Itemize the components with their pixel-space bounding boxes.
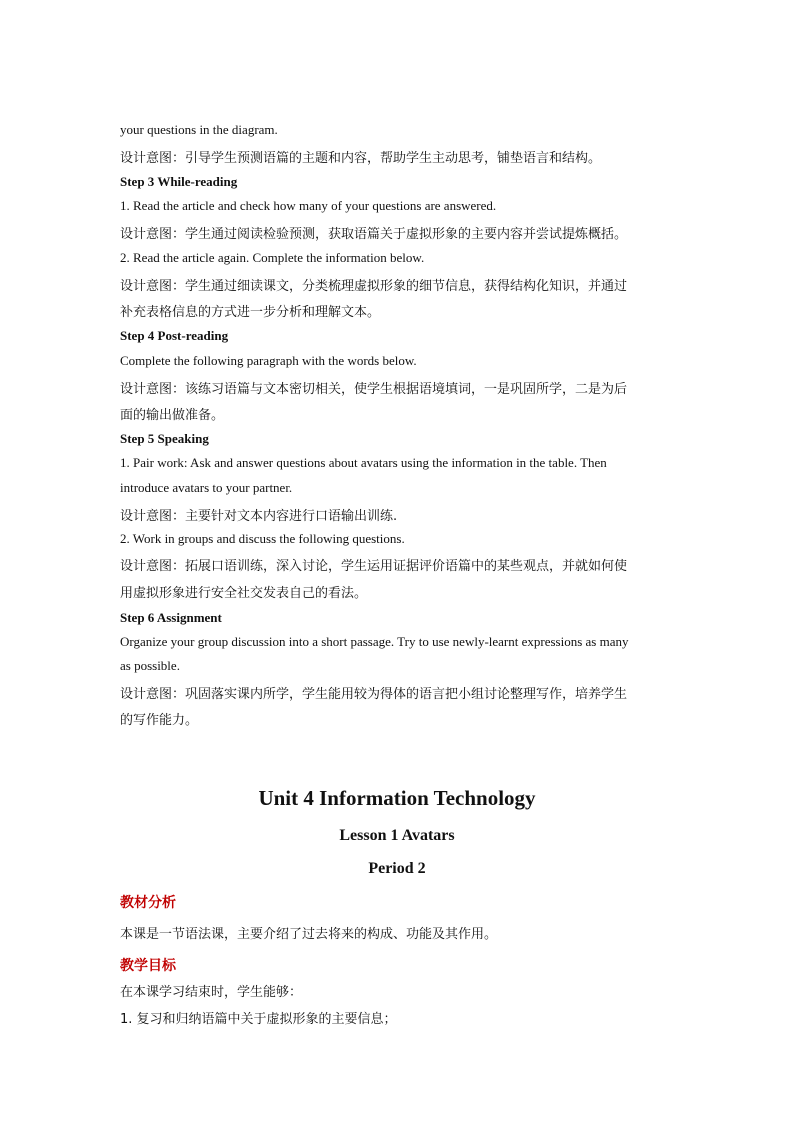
text-line: 用虚拟形象进行安全社交发表自己的看法。 (120, 586, 368, 601)
text-line: 2. Read the article again. Complete the information below. (120, 250, 425, 265)
design-intent-line: 设计意图：学生通过细读课文，分类梳理虚拟形象的细节信息，获得结构化知识，并通过 (120, 279, 628, 294)
text-line: as possible. (120, 658, 180, 673)
design-intent-line: 设计意图：学生通过阅读检验预测，获取语篇关于虚拟形象的主要内容并尝试提炼概括。 (120, 227, 628, 242)
design-intent-line: 设计意图：引导学生预测语篇的主题和内容，帮助学生主动思考，铺垫语言和结构。 (120, 151, 602, 166)
text-line: introduce avatars to your partner. (120, 480, 293, 495)
text-line: 1. Pair work: Ask and answer questions about avatars using the information in the table. Then (120, 455, 607, 470)
teaching-goal-item: 1. 复习和归纳语篇中关于虚拟形象的主要信息； (120, 1012, 397, 1027)
step-heading: Step 5 Speaking (120, 431, 209, 446)
section-heading-teaching-goals: 教学目标 (120, 958, 176, 974)
lesson-title: Lesson 1 Avatars (339, 827, 455, 844)
step-heading: Step 3 While-reading (120, 174, 238, 189)
text-line: 面的输出做准备。 (120, 408, 225, 423)
design-intent-line: 设计意图：巩固落实课内所学，学生能用较为得体的语言把小组讨论整理写作，培养学生 (120, 687, 628, 702)
design-intent-line: 设计意图：该练习语篇与文本密切相关，使学生根据语境填词，一是巩固所学，二是为后 (120, 382, 628, 397)
text-line: 2. Work in groups and discuss the following questions. (120, 531, 405, 546)
text-line: Organize your group discussion into a short passage. Try to use newly-learnt expressions as many (120, 634, 629, 649)
text-line: Complete the following paragraph with the words below. (120, 353, 417, 368)
design-intent-line: 设计意图：主要针对文本内容进行口语输出训练. (120, 509, 398, 524)
design-intent-line: 设计意图：拓展口语训练，深入讨论，学生运用证据评价语篇中的某些观点，并就如何使 (120, 559, 628, 574)
section-heading-textbook-analysis: 教材分析 (120, 895, 176, 911)
text-line: 补充表格信息的方式进一步分析和理解文本。 (120, 305, 381, 320)
text-line: 的写作能力。 (120, 713, 199, 728)
textbook-analysis-text: 本课是一节语法课，主要介绍了过去将来的构成、功能及其作用。 (120, 927, 498, 942)
text-line: 1. Read the article and check how many of your questions are answered. (120, 198, 497, 213)
period-title: Period 2 (368, 860, 426, 877)
teaching-goals-intro: 在本课学习结束时，学生能够： (120, 985, 303, 1000)
unit-title: Unit 4 Information Technology (258, 786, 536, 810)
step-heading: Step 4 Post-reading (120, 328, 229, 343)
text-line: your questions in the diagram. (120, 122, 278, 137)
step-heading: Step 6 Assignment (120, 610, 222, 625)
